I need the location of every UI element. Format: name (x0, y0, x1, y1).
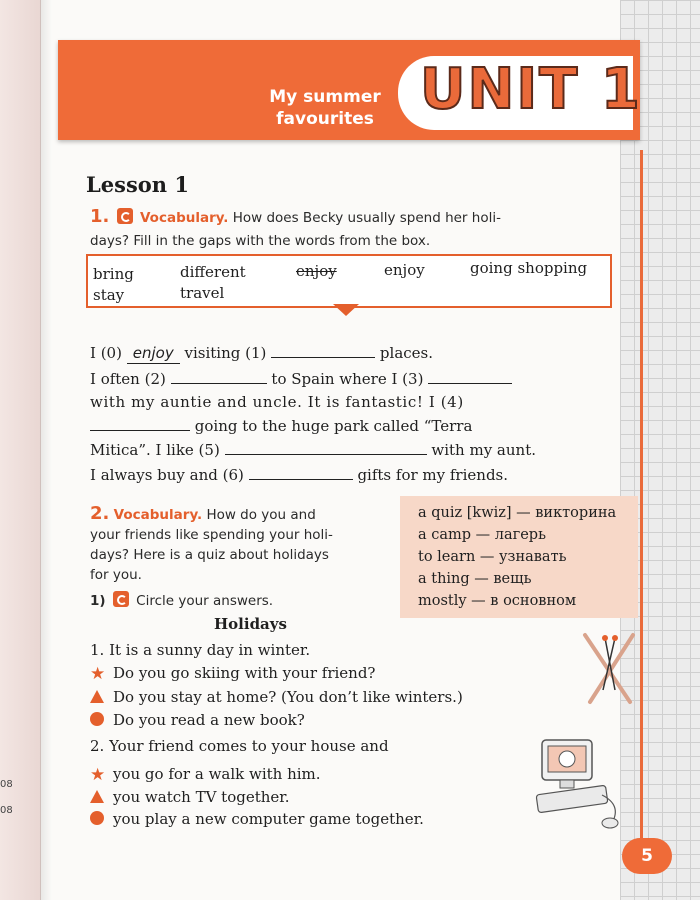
text-fragment: to Spain where I (3) (271, 370, 424, 388)
instruction-text: How do you and (206, 507, 316, 523)
quiz-option-text: you play a new computer game together. (113, 810, 424, 828)
triangle-icon (90, 690, 104, 703)
vocabulary-item: a camp — лагерь (418, 527, 546, 543)
star-icon: ★ (90, 765, 106, 785)
vocabulary-item: a quiz [kwiz] — викторина (418, 505, 617, 521)
triangle-icon (90, 790, 104, 803)
quiz-option-text: Do you read a new book? (113, 711, 305, 729)
page-number: 5 (622, 838, 672, 874)
side-mark: 08 (0, 805, 13, 816)
sub-number: 1) (90, 593, 106, 609)
side-mark: 08 (0, 779, 13, 790)
circle-icon (90, 811, 104, 825)
quiz-option-text: you watch TV together. (113, 788, 290, 806)
text-fragment: gifts for my friends. (357, 466, 509, 484)
quiz-option-text: you go for a walk with him. (113, 765, 321, 783)
word-box-item: bring (93, 265, 134, 283)
vocabulary-item: mostly — в основном (418, 593, 577, 609)
quiz-option-text: Do you go skiing with your friend? (113, 664, 376, 682)
text-fragment: going to the huge park called “Terra (194, 417, 473, 435)
instruction-text: days? Here is a quiz about holidays (90, 547, 329, 563)
binding-shadow (40, 0, 52, 900)
text-fragment: I always buy and (6) (90, 466, 244, 484)
text-fragment: places. (379, 344, 434, 362)
unit-title-line: favourites (276, 109, 374, 129)
quiz-question: 2. Your friend comes to your house and (90, 737, 389, 755)
quiz-option[interactable] (90, 687, 463, 707)
computer-illustration (532, 735, 632, 830)
quiz-option-text: Do you stay at home? (You don’t like winters.) (113, 688, 463, 706)
word-box-item: going shopping (470, 259, 588, 277)
answer-gap[interactable] (225, 440, 427, 455)
text-line (90, 440, 536, 460)
quiz-question: 1. It is a sunny day in winter. (90, 641, 311, 659)
exercise-number: 2. (90, 503, 110, 524)
word-box-item: travel (180, 284, 225, 302)
unit-title-line: My summer (269, 87, 381, 107)
text-fragment: Mitica”. I like (5) (90, 441, 220, 459)
audio-icon (117, 208, 133, 224)
section-label: Vocabulary. (113, 507, 203, 523)
skis-illustration (575, 630, 645, 710)
instruction-text: days? Fill in the gaps with the words from the box. (90, 233, 431, 249)
word-box-pointer (333, 304, 359, 316)
vocabulary-item: to learn — узнавать (418, 549, 567, 565)
unit-label: UNIT 1 (420, 57, 642, 122)
lesson-heading: Lesson 1 (86, 172, 189, 197)
quiz-option[interactable] (90, 710, 305, 730)
text-line (90, 369, 512, 389)
quiz-option[interactable] (90, 663, 375, 683)
quiz-option[interactable] (90, 809, 424, 829)
answer-gap[interactable] (171, 369, 267, 384)
margin-rule (640, 150, 643, 840)
text-fragment: with my aunt. (431, 441, 536, 459)
answer-gap[interactable] (90, 416, 190, 431)
text-line (90, 416, 472, 436)
instruction-text: your friends like spending your holi- (90, 527, 333, 543)
vocabulary-item: a thing — вещь (418, 571, 532, 587)
circle-icon (90, 712, 104, 726)
instruction-text: for you. (90, 567, 142, 583)
word-box-item: stay (93, 286, 125, 304)
exercise-2-instruction (90, 504, 390, 585)
answer-gap[interactable] (249, 465, 353, 480)
word-box (86, 254, 612, 308)
left-page-edge (0, 0, 41, 900)
exercise-1-instruction (90, 205, 600, 253)
answer-gap[interactable] (271, 343, 375, 358)
word-box-item: enjoy (296, 262, 337, 280)
unit-title (250, 86, 400, 130)
exercise-number: 1. (90, 206, 110, 227)
text-fragment: I often (2) (90, 370, 166, 388)
answer-gap[interactable] (428, 369, 512, 384)
vocabulary-panel (400, 496, 638, 618)
sample-answer: enjoy (127, 343, 180, 364)
instruction-text: Circle your answers. (136, 593, 274, 609)
quiz-title: Holidays (214, 615, 287, 633)
quiz-option[interactable] (90, 764, 321, 784)
star-icon: ★ (90, 664, 106, 684)
text-line (90, 343, 433, 364)
sub-instruction (90, 590, 273, 613)
text-line (90, 465, 508, 485)
section-label: Vocabulary. (139, 210, 229, 226)
word-box-item: enjoy (384, 261, 425, 279)
audio-icon (113, 591, 129, 607)
quiz-option[interactable] (90, 787, 290, 807)
text-fragment: I (0) (90, 344, 122, 362)
text-line: with my auntie and uncle. It is fantastic! I (4) (90, 393, 464, 411)
text-fragment: visiting (1) (184, 344, 267, 362)
instruction-text: How does Becky usually spend her holi- (232, 210, 501, 226)
word-box-item: different (180, 263, 246, 281)
